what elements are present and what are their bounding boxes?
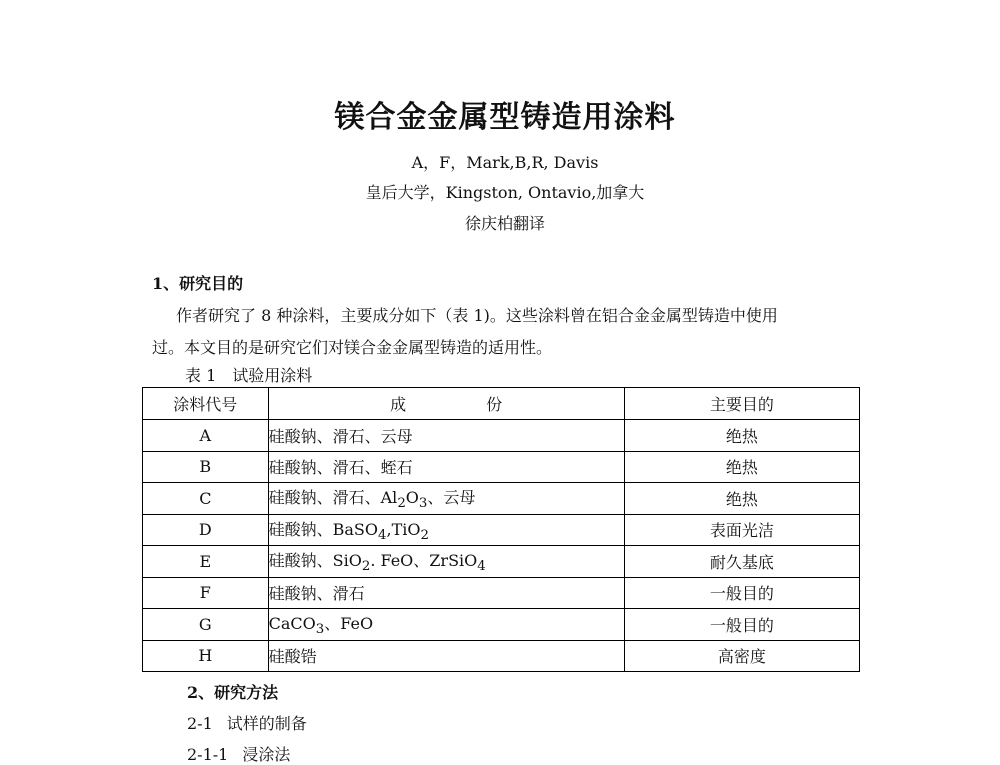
formula-text: 、FeO xyxy=(324,614,374,634)
row-composition: 硅酸钠、滑石、云母 xyxy=(268,420,624,452)
row-composition: 硅酸钠、滑石 xyxy=(268,577,624,609)
row-code: A xyxy=(143,420,269,452)
row-purpose: 绝热 xyxy=(624,420,859,452)
row-composition: 硅酸钠、滑石、蛭石 xyxy=(268,451,624,483)
row-purpose: 表面光洁 xyxy=(624,514,859,546)
header-composition xyxy=(268,388,624,420)
header-purpose: 主要目的 xyxy=(624,388,859,420)
formula-text: O xyxy=(405,488,419,508)
table-caption-title: 试验用涂料 xyxy=(232,366,313,385)
subsection-2-1-heading xyxy=(187,711,307,734)
subsection-2-1-1-title: 浸涂法 xyxy=(242,745,291,764)
formula-text: 硅酸钠、SiO xyxy=(268,551,362,571)
coatings-table xyxy=(142,387,860,672)
table-caption xyxy=(185,363,312,386)
header-composition-a: 成 xyxy=(390,395,407,414)
subsection-2-1-1-number: 2-1-1 xyxy=(187,745,229,764)
paragraph-line-2: 过。本文目的是研究它们对镁合金金属型铸造的适用性。 xyxy=(152,338,553,357)
row-composition xyxy=(268,609,624,641)
row-code: C xyxy=(143,483,269,515)
paragraph-line-1: 作者研究了 8 种涂料，主要成分如下（表 1)。这些涂料曾在铝合金金属型铸造中使用 xyxy=(176,306,778,325)
row-code: F xyxy=(143,577,269,609)
row-composition: 硅酸锆 xyxy=(268,640,624,672)
formula-subscript: 2 xyxy=(397,496,406,512)
translator-line: 徐庆柏翻译 xyxy=(464,214,545,233)
table-row xyxy=(143,420,860,452)
formula-subscript: 3 xyxy=(418,496,428,512)
row-code: H xyxy=(143,640,269,672)
formula-subscript: 2 xyxy=(420,527,429,543)
section-2-heading: 2、研究方法 xyxy=(187,683,279,702)
authors-line: A，F，Mark,B,R, Davis xyxy=(411,153,599,172)
subsection-2-1-number: 2-1 xyxy=(187,714,213,733)
formula-subscript: 4 xyxy=(378,527,387,543)
header-code: 涂料代号 xyxy=(143,388,269,420)
table-row xyxy=(143,577,860,609)
row-composition xyxy=(268,483,624,515)
row-composition xyxy=(268,514,624,546)
table-row xyxy=(143,609,860,641)
row-purpose: 一般目的 xyxy=(624,577,859,609)
section-1-heading: 1、研究目的 xyxy=(152,274,244,293)
formula-text: ,TiO xyxy=(386,519,421,539)
row-purpose: 耐久基底 xyxy=(624,546,859,578)
formula-text: 硅酸钠、BaSO xyxy=(268,519,379,539)
row-purpose: 一般目的 xyxy=(624,609,859,641)
table-row xyxy=(143,514,860,546)
subsection-2-1-1-heading xyxy=(187,742,290,765)
table-caption-label: 表 1 xyxy=(185,366,217,385)
formula-text: . FeO、ZrSiO xyxy=(370,551,478,571)
row-code: D xyxy=(143,514,269,546)
row-purpose: 绝热 xyxy=(624,483,859,515)
formula-subscript: 4 xyxy=(477,559,486,575)
row-code: E xyxy=(143,546,269,578)
row-code: G xyxy=(143,609,269,641)
table-row xyxy=(143,640,860,672)
affiliation-line: 皇后大学，Kingston, Ontavio,加拿大 xyxy=(365,183,645,202)
table-row xyxy=(143,483,860,515)
formula-subscript: 3 xyxy=(315,622,325,638)
table-row xyxy=(143,546,860,578)
header-composition-b: 份 xyxy=(486,395,503,414)
document-title: 镁合金金属型铸造用涂料 xyxy=(334,100,676,135)
row-code: B xyxy=(143,451,269,483)
subsection-2-1-title: 试样的制备 xyxy=(226,714,307,733)
table-header-row xyxy=(143,388,860,420)
table-row xyxy=(143,451,860,483)
formula-text: 、云母 xyxy=(427,488,476,508)
row-composition xyxy=(268,546,624,578)
row-purpose: 绝热 xyxy=(624,451,859,483)
formula-text: CaCO xyxy=(268,614,316,634)
formula-subscript: 2 xyxy=(361,559,371,575)
row-purpose: 高密度 xyxy=(624,640,859,672)
section-1-paragraph xyxy=(152,300,862,364)
formula-text: 硅酸钠、滑石、Al xyxy=(268,488,398,508)
